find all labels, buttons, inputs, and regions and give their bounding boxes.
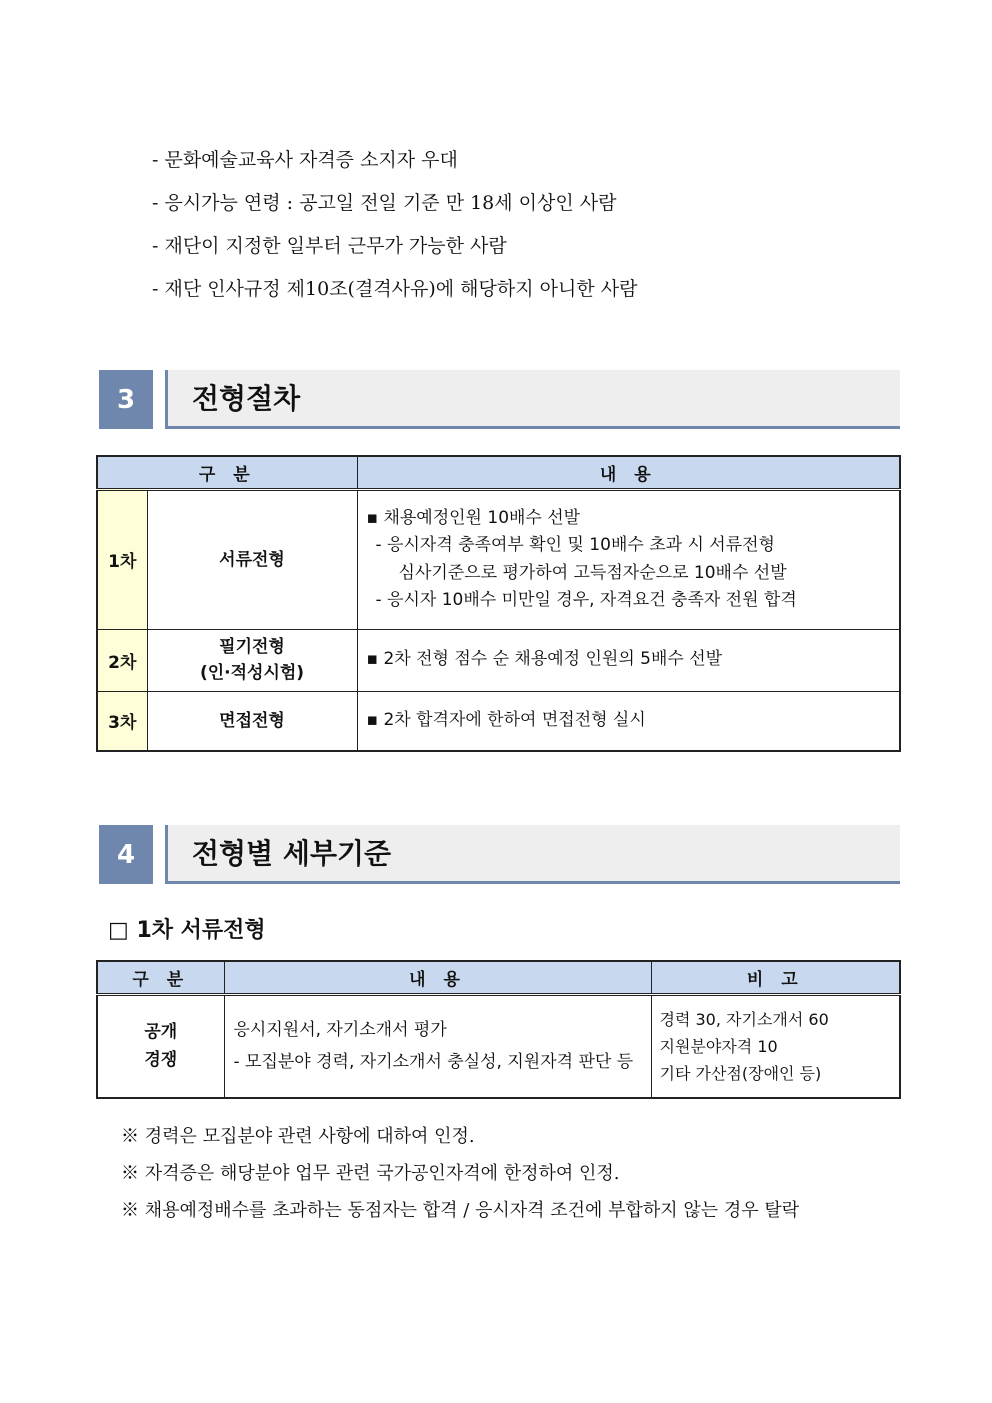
content-line: ▪ 채용예정인원 10배수 선발 (366, 507, 581, 528)
section-title-bar (165, 370, 900, 429)
stage-name (147, 629, 357, 691)
note-item: ※ 경력은 모집분야 관련 사항에 대하여 인정. (121, 1126, 475, 1147)
section-title: 전형별 세부기준 (192, 837, 392, 870)
content-line: - 응시자 10배수 미만일 경우, 자격요건 충족자 전원 합격 (375, 590, 797, 610)
content-line: - 응시자격 충족여부 확인 및 10배수 초과 시 서류전형 (375, 535, 775, 555)
note-item: ※ 채용예정배수를 초과하는 동점자는 합격 / 응시자격 조건에 부합하지 않는 경우 탈락 (121, 1200, 800, 1221)
table-row (97, 629, 900, 691)
criteria-category (97, 994, 224, 1098)
content-line: - 모집분야 경력, 자기소개서 충실성, 지원자격 판단 등 (233, 1052, 634, 1073)
section-number: 3 (99, 370, 153, 429)
category-line: 경쟁 (144, 1050, 178, 1071)
stage-content (357, 629, 900, 691)
stage-content (357, 489, 900, 629)
note-line: 지원분야자격 10 (659, 1036, 778, 1056)
stage-name-line: 필기전형 (219, 637, 285, 657)
table-header-row (97, 456, 900, 489)
eligibility-item: - 재단이 지정한 일부터 근무가 가능한 사람 (152, 235, 507, 257)
stage-name-line: (인·적성시험) (199, 663, 305, 683)
table-row (97, 489, 900, 629)
section-title: 전형절차 (192, 382, 301, 415)
step-label: 1차 (97, 489, 147, 629)
content-line: 응시지원서, 자기소개서 평가 (233, 1020, 447, 1041)
table-header-row (97, 961, 900, 994)
header-content: 내 용 (357, 456, 900, 489)
note-line: 경력 30, 자기소개서 60 (659, 1009, 829, 1029)
stage-name: 면접전형 (147, 691, 357, 751)
note-line: 기타 가산점(장애인 등) (659, 1063, 822, 1083)
subheading-document-screening: □ 1차 서류전형 (108, 918, 266, 943)
notes-list (121, 1120, 799, 1231)
content-line: 심사기준으로 평가하여 고득점자순으로 10배수 선발 (398, 562, 787, 583)
content-line: ▪ 2차 전형 점수 순 채용예정 인원의 5배수 선발 (366, 649, 723, 670)
section-3-header (99, 370, 900, 432)
table-row (97, 994, 900, 1098)
header-content: 내 용 (224, 961, 651, 994)
section-number: 4 (99, 825, 153, 884)
category-line: 공개 (144, 1022, 178, 1043)
eligibility-item: - 재단 인사규정 제10조(결격사유)에 해당하지 아니한 사람 (152, 278, 638, 300)
header-note: 비 고 (651, 961, 900, 994)
criteria-table (96, 960, 901, 1099)
criteria-content (224, 994, 651, 1098)
step-label: 3차 (97, 691, 147, 751)
stage-content (357, 691, 900, 751)
section-4-header (99, 825, 900, 887)
criteria-note (651, 994, 900, 1098)
table-row (97, 691, 900, 751)
header-category: 구 분 (97, 456, 357, 489)
note-item: ※ 자격증은 해당분야 업무 관련 국가공인자격에 한정하여 인정. (121, 1163, 620, 1184)
step-label: 2차 (97, 629, 147, 691)
selection-process-table (96, 455, 901, 752)
section-title-bar (165, 825, 900, 884)
eligibility-item: - 문화예술교육사 자격증 소지자 우대 (152, 149, 458, 171)
content-line: ▪ 2차 합격자에 한하여 면접전형 실시 (366, 710, 646, 730)
stage-name: 서류전형 (147, 489, 357, 629)
eligibility-item: - 응시가능 연령 : 공고일 전일 기준 만 18세 이상인 사람 (152, 192, 617, 214)
header-category: 구 분 (97, 961, 224, 994)
eligibility-list (152, 143, 637, 315)
